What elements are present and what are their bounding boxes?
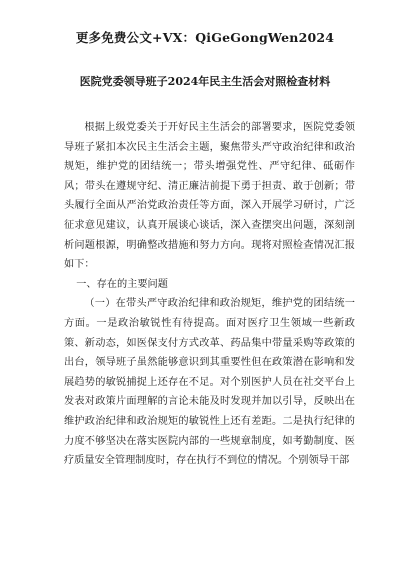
section-paragraph: （一）在带头严守政治纪律和政治规矩，维护党的团结统一方面。一是政治敏锐性有待提高。面对医疗卫生领域一些新政策、新动态，如医保支付方式改革、药品集中带量采购等政策的出台，领导班子虽然能够意识到其重要性但在政策潜在影响和发展趋势的敏锐捕捉上还存在不足。对个别医护人员在社交平台上发表对政策片面理解的言论未能及时发现并加以引导，反映出在维护政治纪律和政治规矩的敏锐性上还有差距。二是执行纪律的力度不够坚决在落实医院内部的一些规章制度，如考勤制度、医疗质量安全管理制度时，存在执行不到位的情况。个别领导干部 — [64, 298, 355, 467]
intro-paragraph: 根据上级党委关于开好民主生活会的部署要求，医院党委领导班子紧扣本次民主生活会主题，聚焦带头严守政治纪律和政治规矩，维护党的团结统一；带头增强党性、严守纪律、砥砺作风；带头在遵规守纪、清正廉洁前提下勇于担责、敢于创新；带头履行全面从严治党政治责任等方面，深入开展学习研讨，广泛征求意见建议，认真开展谈心谈话，深入查摆突出问题，深刻剖析问题根源，明确整改措施和努力方向。现将对照检查情况汇报如下： — [64, 122, 355, 271]
section-heading: 一、存在的主要问题 — [76, 278, 168, 290]
document-body — [64, 118, 355, 471]
watermark-header: 更多免费公文+VX：QiGeGongWen2024 — [75, 30, 335, 45]
document-title: 医院党委领导班子2024年民主生活会对照检查材料 — [79, 75, 331, 88]
